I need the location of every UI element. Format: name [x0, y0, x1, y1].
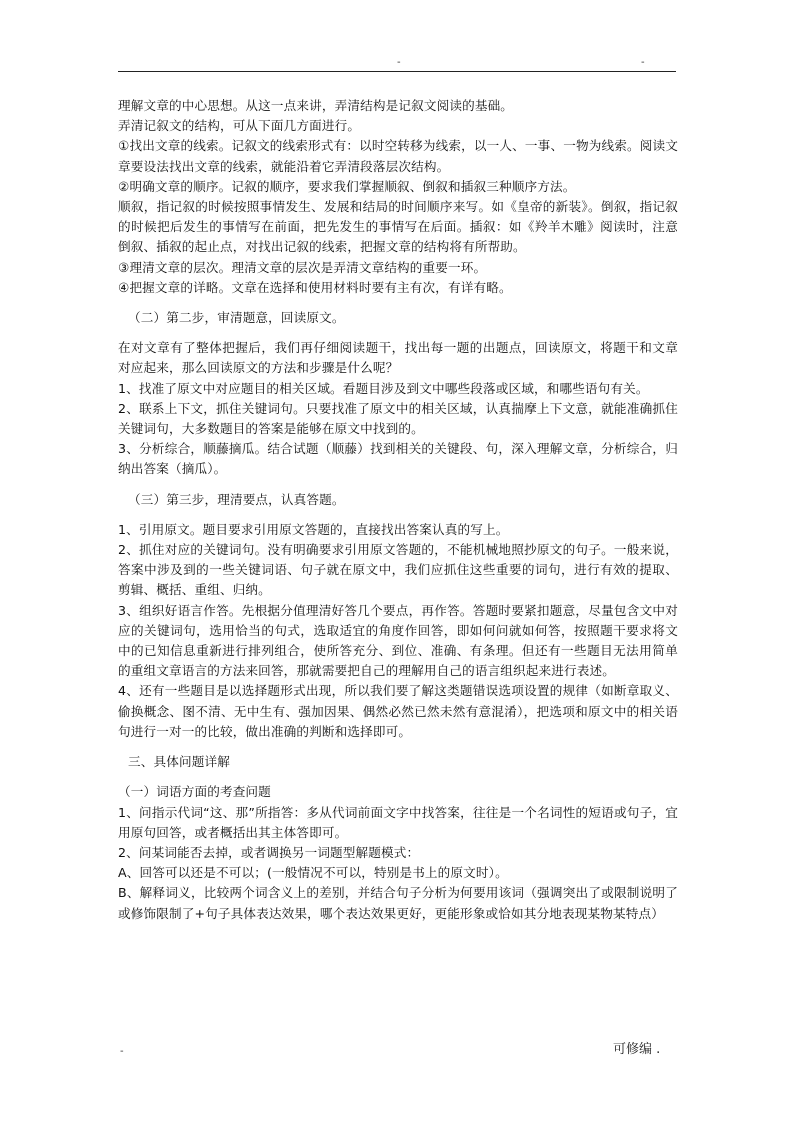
paragraph: 2、问某词能否去掉，或者调换另一词题型解题模式： — [118, 844, 420, 860]
header-mark-right: - — [641, 57, 645, 68]
section-heading: （二）第二步，审清题意，回读原文。 — [128, 310, 345, 326]
subsection-heading: （一）词语方面的考查问题 — [118, 784, 271, 800]
paragraph: 1、找准了原文中对应题目的相关区域。看题目涉及到文中哪些段落或区域，和哪些语句有关。 — [118, 380, 649, 396]
header-rule — [118, 71, 676, 72]
document-body — [118, 96, 678, 924]
paragraph: 2、抓住对应的关键词句。没有明确要求引用原文答题的，不能机械地照抄原文的句子。一般来说，答案中涉及到的一些关键词语、句子就在原文中，我们应抓住这些重要的词句，进行有效的提取、剪辑、概括、重组、归纳。 — [118, 542, 678, 598]
paragraph: ①找出文章的线索。记叙文的线索形式有：以时空转移为线索，以一人、一事、一物为线索。阅读文章要设法找出文章的线索，就能沿着它弄清段落层次结构。 — [118, 138, 678, 174]
paragraph: B、解释词义，比较两个词含义上的差别，并结合句子分析为何要用该词（强调突出了或限制说明了或修饰限制了+句子具体表达效果，哪个表达效果更好，更能形象或恰如其分地表现某物某特点） — [118, 885, 678, 921]
footer-text: 可修编 . — [613, 1042, 661, 1057]
paragraph: 1、引用原文。题目要求引用原文答题的，直接找出答案认真的写上。 — [118, 521, 509, 537]
paragraph: 4、还有一些题目是以选择题形式出现，所以我们要了解这类题错误选项设置的规律（如断章取义、偷换概念、图不清、无中生有、强加因果、偶然必然已然未然有意混淆），把选项和原文中的相关语句进行一对一的比较，做出准确的判断和选择即可。 — [118, 683, 678, 739]
section-heading: （三）第三步，理清要点，认真答题。 — [128, 491, 345, 507]
footer-mark: - — [120, 1046, 124, 1057]
paragraph: 3、组织好语言作答。先根据分值理清好答几个要点，再作答。答题时要紧扣题意，尽量包含文中对应的关键词句，选用恰当的句式，选取适宜的角度作回答，即如何问就如何答，按照题干要求将文中的已知信息重新进行排列组合，使所答充分、到位、准确、有条理。但还有一些题目无法用简单的重组文章语言的方法来回答，那就需要把自己的理解用自己的语言组织起来进行表述。 — [118, 602, 678, 679]
paragraph: ②明确文章的顺序。记叙的顺序，要求我们掌握顺叙、倒叙和插叙三种顺序方法。 — [118, 178, 576, 194]
paragraph: 1、问指示代词“这、那”所指答：多从代词前面文字中找答案，往往是一个名词性的短语或句子，宜用原句回答，或者概括出其主体答即可。 — [118, 804, 678, 840]
paragraph: ④把握文章的详略。文章在选择和使用材料时要有主有次，有详有略。 — [118, 279, 512, 295]
paragraph: ③理清文章的层次。理清文章的层次是弄清文章结构的重要一环。 — [118, 259, 487, 275]
paragraph: 3、分析综合，顺藤摘瓜。结合试题（顺藤）找到相关的关键段、句，深入理解文章，分析综合，归纳出答案（摘瓜）。 — [118, 441, 678, 477]
header-mark-left: - — [397, 57, 401, 68]
paragraph: 顺叙，指记叙的时候按照事情发生、发展和结局的时间顺序来写。如《皇帝的新装》。倒叙，指记叙的时候把后发生的事情写在前面，把先发生的事情写在后面。插叙：如《羚羊木雕》阅读时，注意倒叙、插叙的起止点，对找出记叙的线索，把握文章的结构将有所帮助。 — [118, 199, 678, 255]
paragraph: 在对文章有了整体把握后，我们再仔细阅读题干，找出每一题的出题点，回读原文，将题干和文章对应起来，那么回读原文的方法和步骤是什么呢？ — [118, 340, 678, 376]
paragraph: 理解文章的中心思想。从这一点来讲，弄清结构是记叙文阅读的基础。 — [118, 98, 514, 113]
section-heading: 三、具体问题详解 — [128, 754, 230, 770]
paragraph: 2、联系上下文，抓住关键词句。只要找准了原文中的相关区域，认真揣摩上下文意，就能准确抓住关键词句，大多数题目的答案是能够在原文中找到的。 — [118, 400, 678, 437]
paragraph: 弄清记叙文的结构，可从下面几方面进行。 — [118, 118, 361, 134]
paragraph: A、回答可以还是不可以；(一般情况不可以，特别是书上的原文时）。 — [118, 865, 508, 881]
